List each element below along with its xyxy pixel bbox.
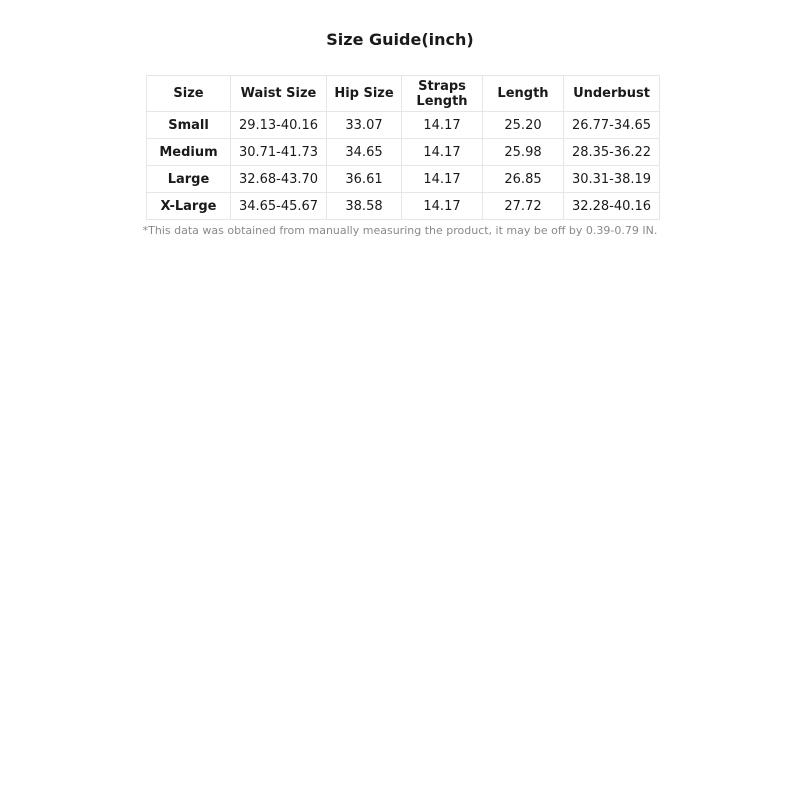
cell-hip: 38.58: [327, 193, 402, 220]
cell-waist: 29.13-40.16: [231, 112, 327, 139]
cell-length: 25.98: [483, 139, 564, 166]
cell-underbust: 32.28-40.16: [564, 193, 660, 220]
cell-straps: 14.17: [402, 139, 483, 166]
table-header-row: [147, 76, 660, 112]
table-row: [147, 193, 660, 220]
cell-hip: 36.61: [327, 166, 402, 193]
cell-waist: 30.71-41.73: [231, 139, 327, 166]
header-straps-line-2: Length: [416, 93, 468, 109]
header-straps-line-1: Straps: [418, 78, 466, 94]
cell-straps: 14.17: [402, 193, 483, 220]
cell-straps: 14.17: [402, 112, 483, 139]
cell-length: 26.85: [483, 166, 564, 193]
table-row: [147, 112, 660, 139]
header-straps-length: [402, 76, 483, 112]
cell-straps: 14.17: [402, 166, 483, 193]
cell-size: Medium: [147, 139, 231, 166]
cell-length: 25.20: [483, 112, 564, 139]
cell-size: X-Large: [147, 193, 231, 220]
header-hip-size: Hip Size: [327, 76, 402, 112]
cell-waist: 32.68-43.70: [231, 166, 327, 193]
cell-hip: 34.65: [327, 139, 402, 166]
cell-length: 27.72: [483, 193, 564, 220]
cell-waist: 34.65-45.67: [231, 193, 327, 220]
measurement-disclaimer: *This data was obtained from manually measuring the product, it may be off by 0.39-0.79 IN.: [142, 224, 658, 237]
cell-underbust: 30.31-38.19: [564, 166, 660, 193]
cell-underbust: 26.77-34.65: [564, 112, 660, 139]
table-row: [147, 139, 660, 166]
header-size: Size: [147, 76, 231, 112]
header-length: Length: [483, 76, 564, 112]
table-row: [147, 166, 660, 193]
cell-hip: 33.07: [327, 112, 402, 139]
page-title: Size Guide(inch): [326, 30, 474, 49]
header-underbust: Underbust: [564, 76, 660, 112]
size-guide-table: [146, 75, 660, 220]
cell-size: Small: [147, 112, 231, 139]
header-waist-size: Waist Size: [231, 76, 327, 112]
cell-size: Large: [147, 166, 231, 193]
cell-underbust: 28.35-36.22: [564, 139, 660, 166]
